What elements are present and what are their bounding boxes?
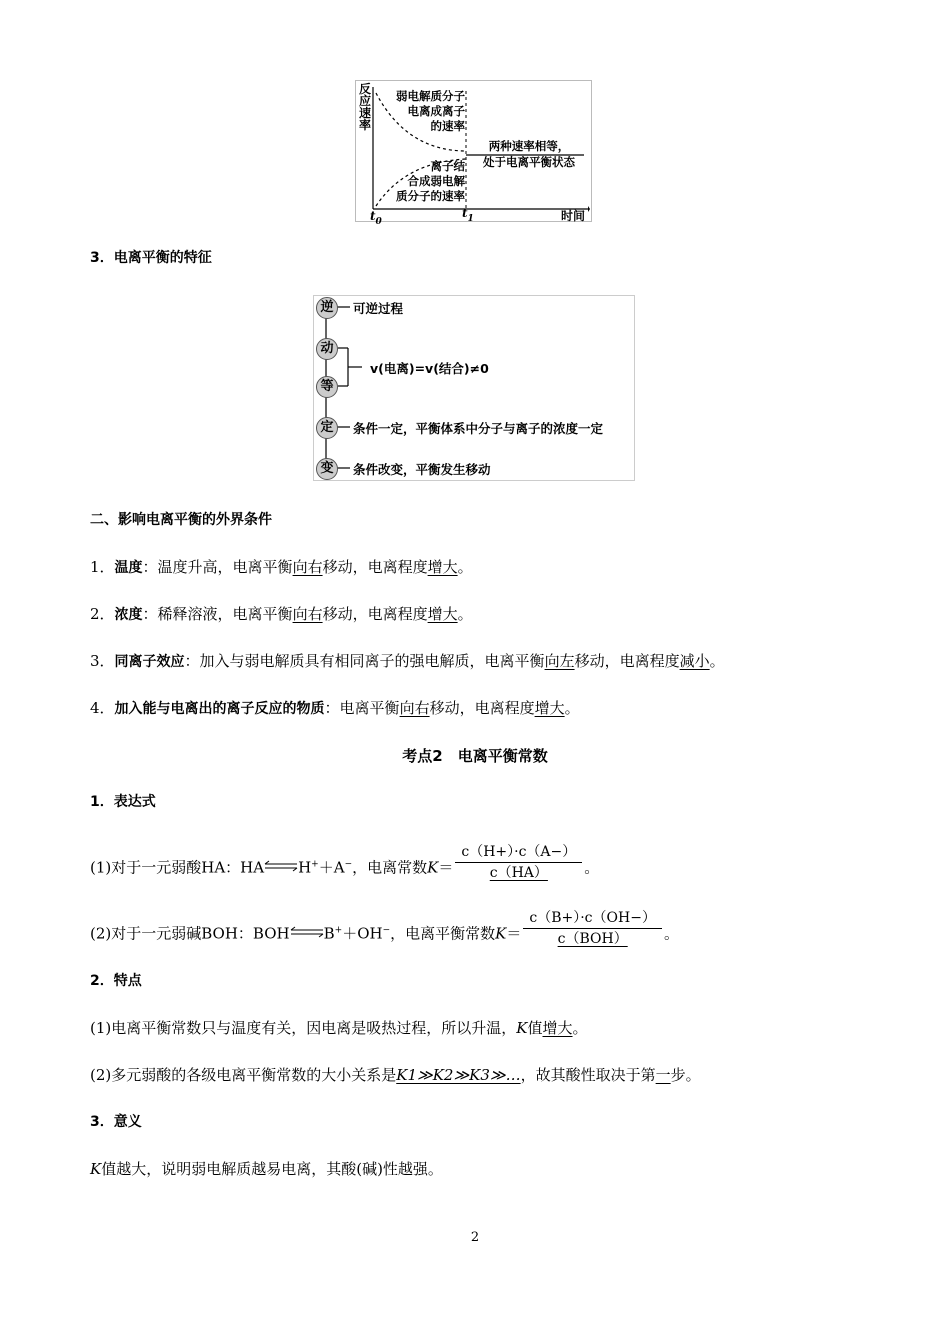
t1-label: $t_1$	[462, 206, 474, 224]
feature-circle-change: 变	[316, 458, 338, 480]
acid-constant-fraction: $\frac{c(H+)\cdot c(A-)}{c(HA)}$	[455, 842, 582, 883]
ionization-rate-label: 弱电解质分子 电离成离子 的速率	[396, 89, 465, 133]
combination-rate-label: 离子结 合成弱电解 质分子的速率	[396, 159, 465, 203]
feature-brace-text: v(电离)=v(结合)≠0	[370, 361, 489, 376]
meaning-text: K值越大，说明弱电解质越易电离，其酸(碱)性越强。	[90, 1160, 443, 1178]
factor-common-ion: 3．同离子效应：加入与弱电解质具有相同离子的强电解质，电离平衡向左移动，电离程度减小。	[90, 652, 725, 670]
section-3-title: 3．电离平衡的特征	[90, 250, 212, 266]
kaodian-2-title: 考点2 电离平衡常数	[402, 747, 548, 765]
meaning-title: 3．意义	[90, 1114, 142, 1130]
equilibrium-label: 两种速率相等， 处于电离平衡状态	[483, 139, 575, 169]
section-2-title: 二、影响电离平衡的外界条件	[90, 512, 272, 528]
expression-base: (2)对于一元弱碱BOH：BOH B+＋OH−，电离平衡常数K＝ $\frac{c(B+)\cdot c(OH-)}{\text{c（BOH）}}$ 。	[90, 910, 679, 947]
expression-acid: (1)对于一元弱酸HA：HA H+＋A−，电离常数K＝ $\frac{c(H+)\cdot c(A-)}{c(HA)}$ 。	[90, 844, 600, 881]
feature-text-change: 条件改变，平衡发生移动	[353, 462, 491, 477]
page-number: 2	[470, 1230, 480, 1245]
features-title: 2．特点	[90, 973, 142, 989]
feature-circle-equal: 等	[316, 376, 338, 398]
y-axis-label: 反 应 速 率	[359, 82, 372, 132]
features-lines	[314, 296, 634, 480]
x-axis-label: 时间	[561, 209, 586, 223]
feature-temperature-dependence: (1)电离平衡常数只与温度有关，因电离是吸热过程，所以升温，K值增大。	[90, 1019, 588, 1037]
feature-text-reverse: 可逆过程	[353, 301, 404, 316]
feature-text-fixed: 条件一定，平衡体系中分子与离子的浓度一定	[353, 421, 604, 436]
feature-circle-dynamic: 动	[316, 338, 338, 360]
equilibrium-arrow-icon	[290, 926, 324, 938]
features-figure	[313, 295, 635, 481]
factor-concentration: 2．浓度：稀释溶液，电离平衡向右移动，电离程度增大。	[90, 605, 473, 623]
feature-circle-fixed: 定	[316, 417, 338, 439]
factor-temperature: 1．温度：温度升高，电离平衡向右移动，电离程度增大。	[90, 558, 473, 576]
factor-reactive-substance: 4．加入能与电离出的离子反应的物质：电离平衡向右移动，电离程度增大。	[90, 699, 580, 717]
t0-label: $t_0$	[370, 209, 382, 227]
feature-polyprotic: (2)多元弱酸的各级电离平衡常数的大小关系是K1≫K2≫K3≫…，故其酸性取决于第一步。	[90, 1066, 701, 1084]
base-constant-fraction: $\frac{c(B+)\cdot c(OH-)}{\text{c（BOH）}}$	[523, 908, 662, 949]
feature-circle-reverse: 逆	[316, 297, 338, 319]
equilibrium-arrow-icon	[264, 860, 298, 872]
rate-time-figure	[355, 80, 592, 227]
expression-title: 1．表达式	[90, 794, 156, 810]
